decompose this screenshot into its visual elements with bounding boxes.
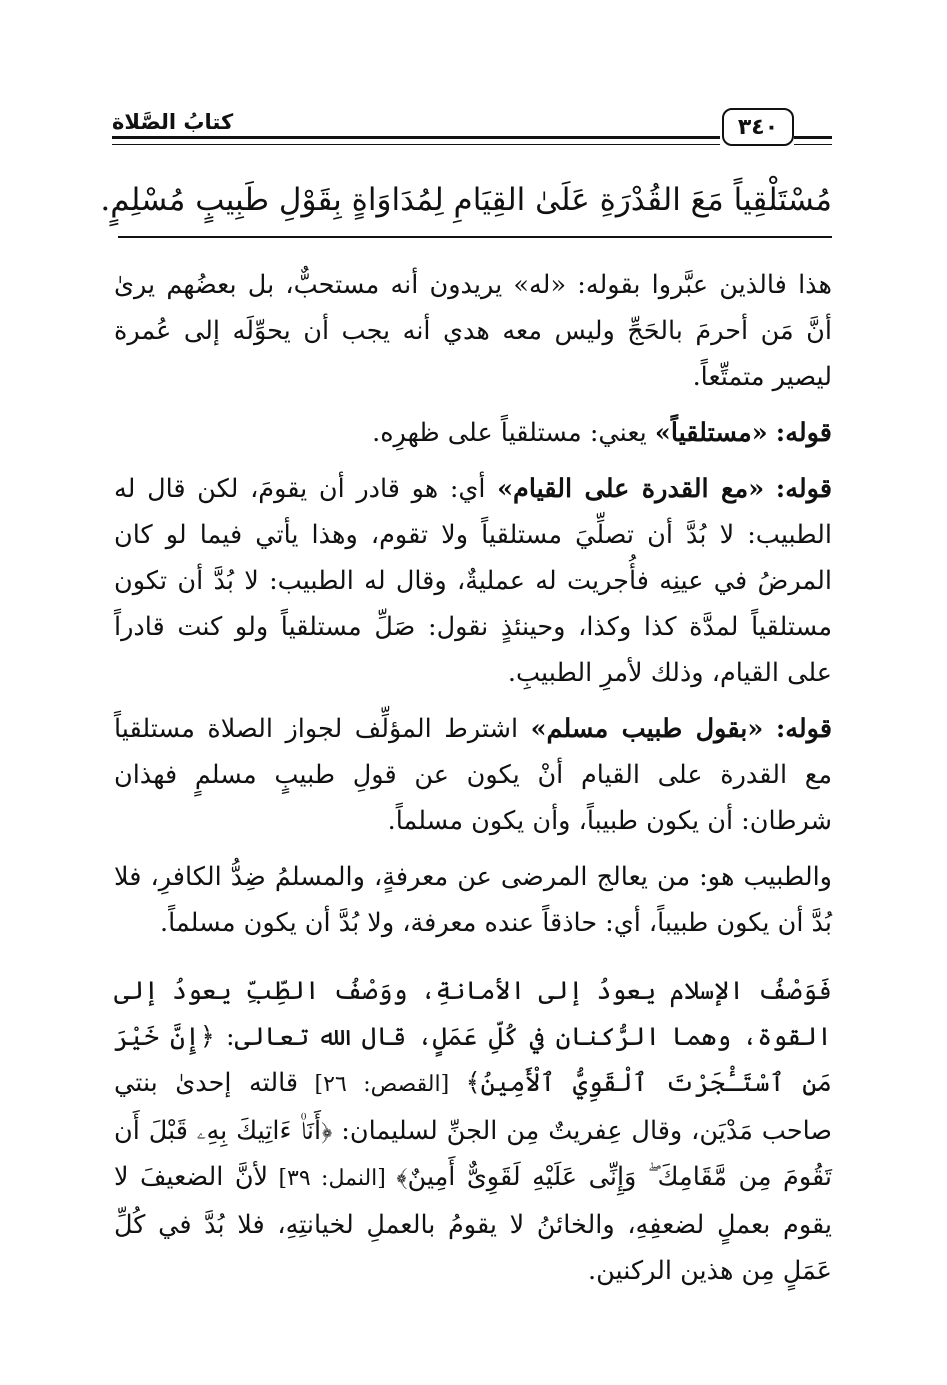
paragraph-3-text: أي: هو قادر أن يقومَ، لكن قال له الطبيب: لا بُدَّ أن تصلِّيَ مستلقياً ولا تقوم، وهذا يأتي فيما لو كان المرضُ في عينِه فأُجريت له عمليةٌ، وقال له الطبيب: لا بُدَّ أن تكون مستلقياً لمدَّة كذا وكذا، وحينئذٍ نقول: صَلِّ مستلقياً ولو كنت قادراً على القيام، وذلك لأمرِ الطبيبِ.: [114, 474, 832, 688]
paragraph-2: [114, 410, 832, 456]
verse-reference: [القصص: ٢٦]: [298, 1072, 466, 1097]
paragraph-6: [114, 968, 832, 1294]
qawluhu-label: قوله:: [775, 474, 833, 504]
paragraph-3: [114, 466, 832, 696]
paragraph-4: [114, 706, 832, 844]
page-number: ٣٤٠: [722, 108, 794, 146]
quoted-term: «بقول طبيب مسلم»: [530, 714, 764, 744]
matn-text: مُسْتَلْقِياً مَعَ القُدْرَةِ عَلَىٰ القِيَامِ لِمُدَاوَاةٍ بِقَوْلِ طَبِيبٍ مُسْلِمٍ.: [100, 182, 832, 218]
paragraph-6-text-b: قالته إحدىٰ بنتي صاحب مَدْيَن، وقال عِفريتٌ مِن الجنِّ لسليمان:: [114, 1068, 833, 1146]
quran-verse-naml: ﴿أَنَا۠ ءَاتِيكَ بِهِۦ قَبْلَ أَن تَقُومَ مِن مَّقَامِكَ ۖ وَإِنِّى عَلَيْهِ لَقَوِىٌّ أَمِينٌ﴾: [114, 1116, 832, 1192]
page-header: [112, 108, 832, 160]
quran-verse-qasas: ﴿إِنَّ خَيْرَ مَنِ ٱسْتَـْٔجَرْتَ ٱلْقَوِيُّ ٱلْأَمِينُ﴾: [114, 1022, 832, 1098]
paragraph-5: والطبيب هو: من يعالج المرضى عن معرفةٍ، والمسلمُ ضِدُّ الكافرِ، فلا بُدَّ أن يكون طبيباً، أي: حاذقاً عنده معرفة، ولا بُدَّ أن يكون مسلماً.: [114, 862, 832, 938]
qawluhu-label: قوله:: [775, 418, 832, 448]
header-rule-right-top: [794, 136, 832, 139]
verse-reference: [النمل: ٣٩]: [268, 1166, 397, 1191]
quoted-term: «مع القدرة على القيام»: [497, 474, 765, 504]
matn-divider: [118, 236, 832, 238]
qawluhu-label: قوله:: [775, 714, 833, 744]
paragraph-4-text: اشترط المؤلِّف لجواز الصلاة مستلقياً مع القدرة على القيام أنْ يكون عن قولِ طبيبٍ مسلمٍ فهذان شرطان: أن يكون طبيباً، وأن يكون مسلماً.: [114, 714, 832, 836]
paragraph-2-text: يعني: مستلقياً على ظهرِه.: [372, 418, 655, 448]
commentary-body: [114, 262, 832, 1304]
header-rule-left-bottom: [112, 144, 720, 145]
paragraph-1: هذا فالذين عبَّروا بقوله: «له» يريدون أنه مستحبٌّ، بل بعضُهم يرىٰ أنَّ مَن أحرمَ بالحَجِّ وليس معه هدي أنه يجب أن يحوِّلَه إلى عُمرة ليصير متمتِّعاً.: [114, 270, 832, 392]
book-title: كتابُ الصَّلاة: [112, 110, 234, 134]
paragraph-6-text-a: فَوَصْفُ الإسلام يعودُ إلى الأمانةِ، ووَصْفُ الطِّبِّ يعودُ إلى القوة، وهما الرُّكنان في كُلِّ عَمَلٍ، قال الله تعالى:: [114, 976, 832, 1052]
paragraph-6-text-c: لأنَّ الضعيفَ لا يقوم بعملٍ لضعفِهِ، والخائنُ لا يقومُ بالعملِ لخيانتِهِ، فلا بُدَّ في كُلِّ عَمَلٍ مِن هذين الركنين.: [114, 1162, 832, 1286]
header-rule-right-bottom: [794, 144, 832, 145]
quoted-term: «مستلقياً»: [654, 418, 768, 448]
header-rule-left-top: [112, 136, 720, 139]
